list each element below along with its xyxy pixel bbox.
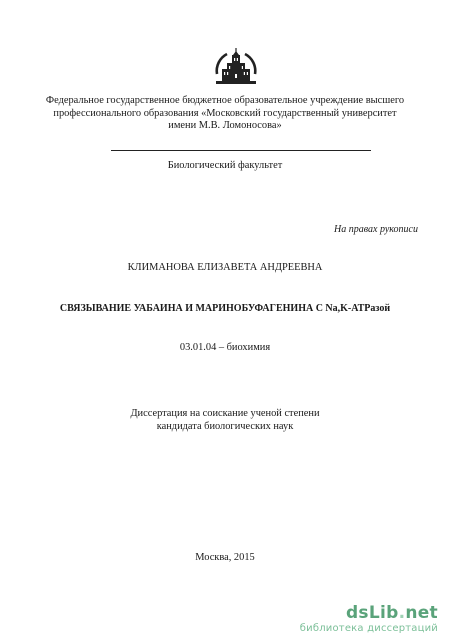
watermark-brand-dot: . [398,603,406,623]
university-name-line: имени М.В. Ломоносова» [168,120,282,132]
manuscript-note: На правах рукописи [334,224,418,235]
degree-statement [0,408,450,433]
city-year: Москва, 2015 [195,552,255,563]
university-name-line: профессионального образования «Московский государственный университет [53,107,397,119]
separator-line [111,150,371,151]
degree-line: кандидата биологических наук [156,420,294,432]
university-emblem-icon [213,46,259,88]
university-name-line: Федеральное государственное бюджетное образовательное учреждение высшего [45,95,405,106]
watermark-brand-tld: net [405,603,438,623]
university-name [0,95,450,133]
watermark-brand [298,603,438,623]
watermark-brand-main: dsLib [345,603,399,623]
watermark-subtitle: библиотека диссертаций [299,623,438,634]
dslib-watermark [298,603,438,635]
dissertation-title: СВЯЗЫВАНИЕ УАБАИНА И МАРИНОБУФАГЕНИНА С Na,K-АТРазой [59,303,391,314]
faculty-name: Биологический факультет [167,160,283,171]
author-name: КЛИМАНОВА ЕЛИЗАВЕТА АНДРЕЕВНА [127,262,323,273]
degree-line: Диссертация на соискание ученой степени [130,408,320,419]
specialty-code: 03.01.04 – биохимия [179,342,271,353]
